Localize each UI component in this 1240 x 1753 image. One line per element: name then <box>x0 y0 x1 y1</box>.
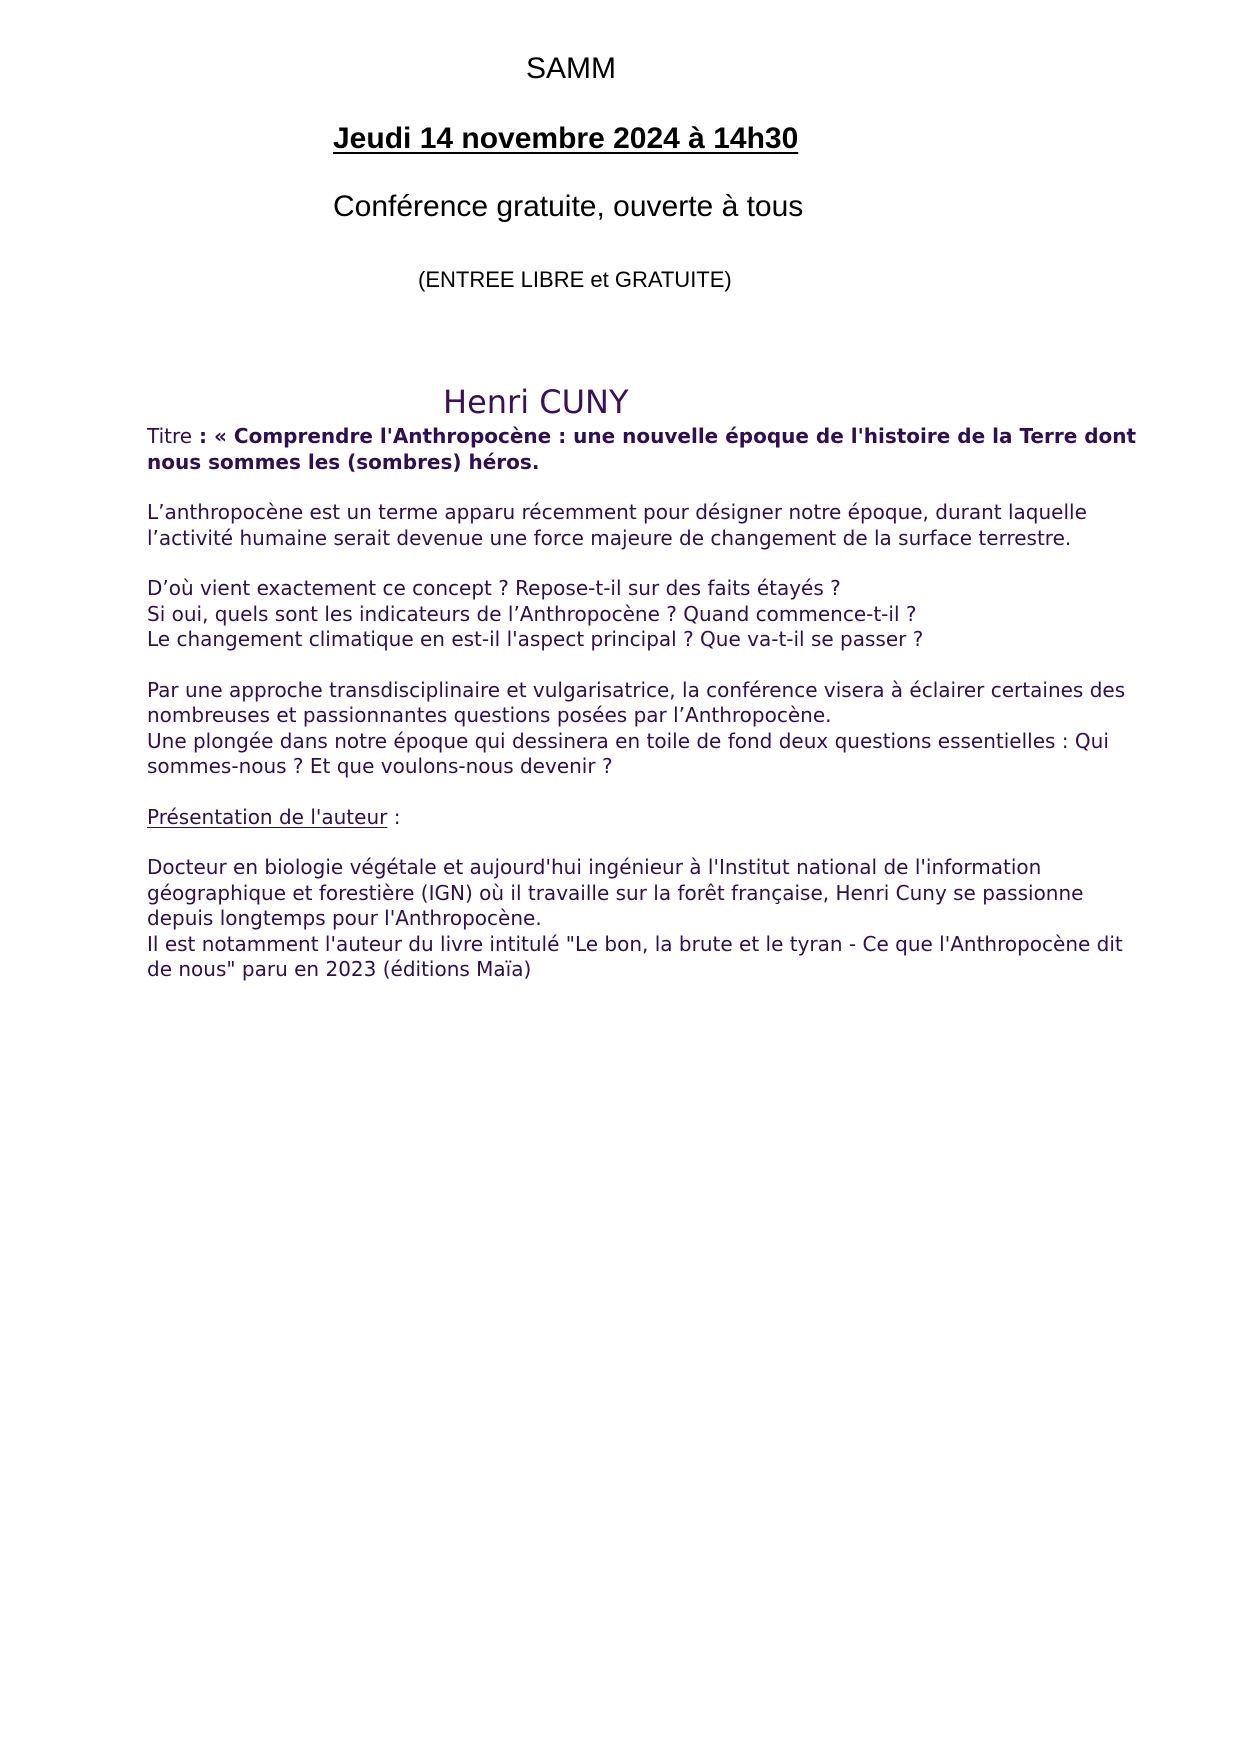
speaker-name: Henri CUNY <box>443 383 629 421</box>
conference-subtitle: Conférence gratuite, ouverte à tous <box>333 190 804 223</box>
author-bio-line: Il est notamment l'auteur du livre intitulé "Le bon, la brute et le tyran - Ce que l'Anthropocène dit de nous" paru en 2023 (éditions Maïa) <box>147 931 1123 981</box>
question-line: Si oui, quels sont les indicateurs de l’Anthropocène ? Quand commence-t-il ? <box>147 601 917 626</box>
author-heading-suffix: : <box>387 804 401 829</box>
talk-title <box>147 424 1147 475</box>
approach-line: Par une approche transdisciplinaire et vulgarisatrice, la conférence visera à éclairer certaines des nombreuses et passionnantes questions posées par l’Anthropocène. <box>147 677 1126 727</box>
document-body <box>147 424 1147 1008</box>
author-bio <box>147 855 1147 983</box>
talk-title-text: : « Comprendre l'Anthropocène : une nouvelle époque de l'histoire de la Terre dont nous sommes les (sombres) héros. <box>147 424 1137 474</box>
question-line: D’où vient exactement ce concept ? Repose-t-il sur des faits étayés ? <box>147 576 841 600</box>
author-heading <box>147 805 1147 831</box>
entry-note: (ENTREE LIBRE et GRATUITE) <box>418 267 732 292</box>
questions-paragraph <box>147 576 1147 653</box>
event-date: Jeudi 14 novembre 2024 à 14h30 <box>333 122 799 155</box>
question-line: Le changement climatique en est-il l'aspect principal ? Que va-t-il se passer ? <box>147 627 924 651</box>
author-heading-text: Présentation de l'auteur <box>147 804 388 829</box>
author-bio-line: Docteur en biologie végétale et aujourd'hui ingénieur à l'Institut national de l'information géographique et forestière (IGN) où il travaille sur la forêt française, Henri Cuny se passionne depuis longtemps pour l'Anthropocène. <box>147 855 1084 930</box>
approach-paragraph <box>147 678 1147 780</box>
approach-line: Une plongée dans notre époque qui dessinera en toile de fond deux questions essentielles : Qui sommes-nous ? Et que voulons-nous devenir ? <box>147 728 1109 778</box>
organization-name: SAMM <box>526 52 616 85</box>
intro-paragraph: L’anthropocène est un terme apparu récemment pour désigner notre époque, durant laquelle l’activité humaine serait devenue une force majeure de changement de la surface terrestre. <box>147 500 1087 550</box>
talk-title-label: Titre <box>147 424 193 448</box>
